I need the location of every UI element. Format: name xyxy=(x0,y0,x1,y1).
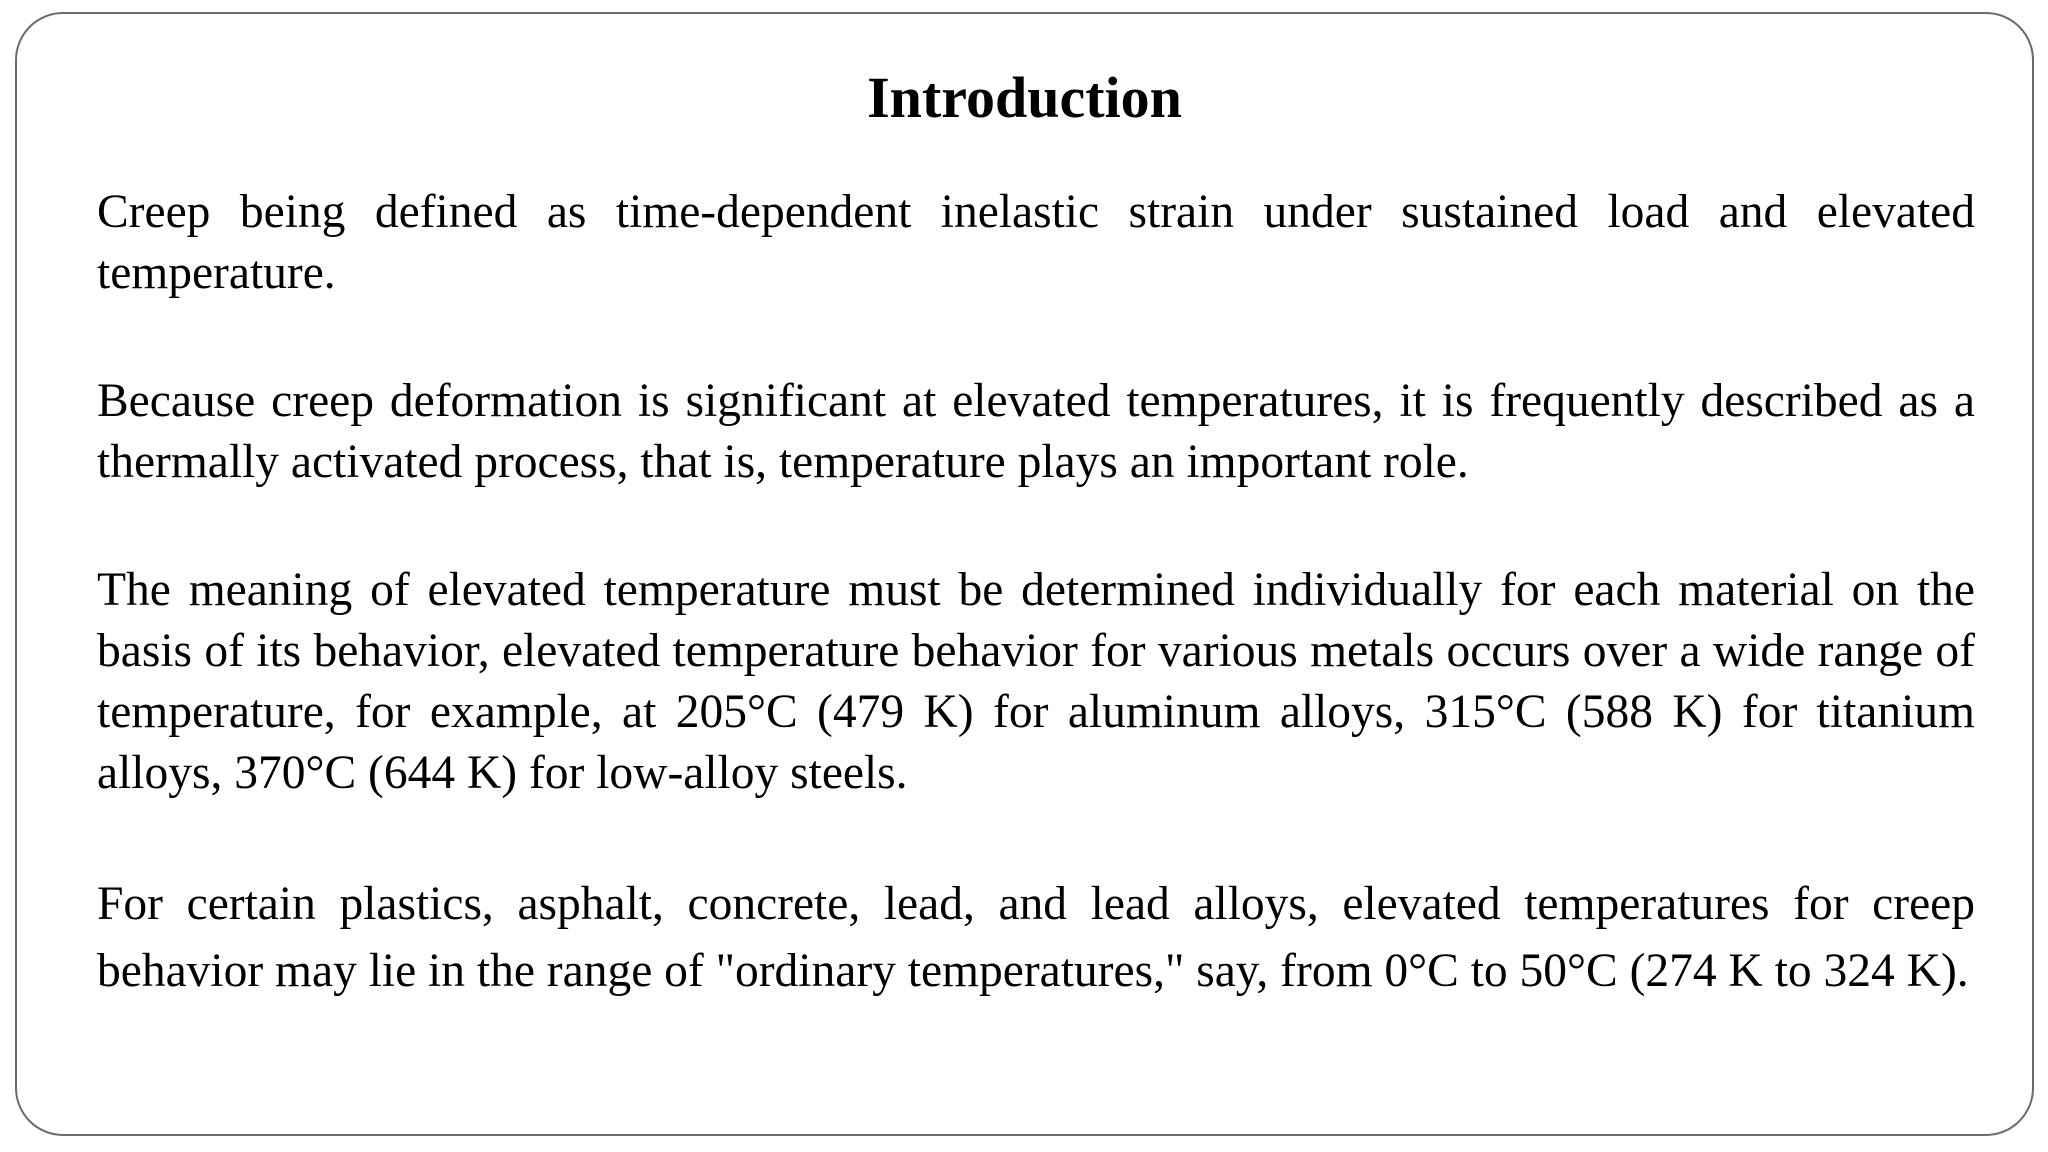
paragraph-elevated-temperature-metals: The meaning of elevated temperature must be determined individually for each material on the basis of its behavior, elevated temperature behavior for various metals occurs over a wide range of temperature, for example, at 205°C (479 K) for aluminum alloys, 315°C (588 K) for titanium alloys, 370°C (644 K) for low-alloy steels. xyxy=(97,564,1975,799)
slide-title: Introduction xyxy=(867,65,1182,130)
slide-frame xyxy=(15,12,2034,1136)
paragraph-thermal-activation: Because creep deformation is significant at elevated temperatures, it is frequently described as a thermally activated process, that is, temperature plays an important role. xyxy=(97,375,1975,488)
paragraph-ordinary-temperatures: For certain plastics, asphalt, concrete, lead, and lead alloys, elevated temperatures for creep behavior may lie in the range of "ordinary temperatures," say, from 0°C to 50°C (274 K to 324 K). xyxy=(97,878,1975,997)
slide-body xyxy=(97,182,1975,1005)
paragraph-creep-definition: Creep being defined as time-dependent inelastic strain under sustained load and elevated temperature. xyxy=(97,186,1975,299)
